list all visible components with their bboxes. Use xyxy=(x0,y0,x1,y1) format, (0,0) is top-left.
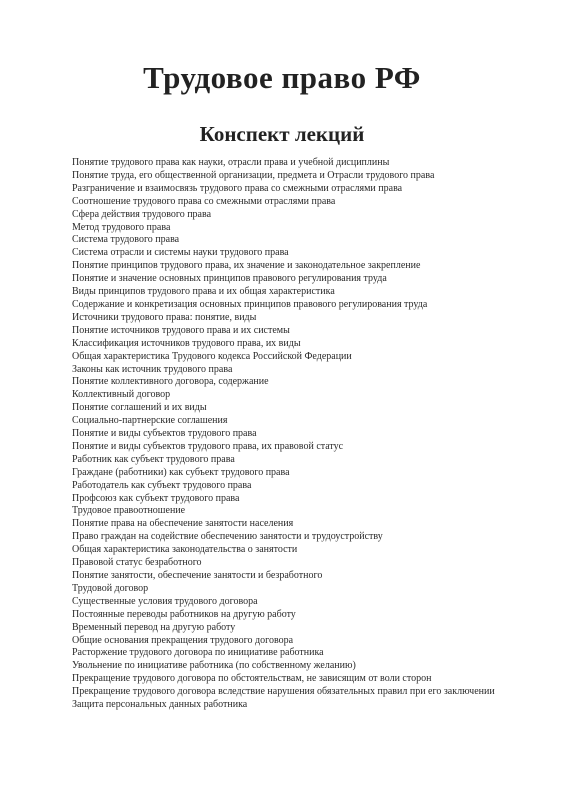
contents-item[interactable]: Защита персональных данных работника xyxy=(72,699,248,711)
contents-item[interactable]: Социально-партнерские соглашения xyxy=(72,415,228,427)
contents-item[interactable]: Право граждан на содействие обеспечению занятости и трудоустройству xyxy=(72,531,383,543)
contents-item[interactable]: Виды принципов трудового права и их общая характеристика xyxy=(72,286,335,298)
contents-item[interactable]: Граждане (работники) как субъект трудового права xyxy=(72,466,290,478)
contents-item[interactable]: Источники трудового права: понятие, виды xyxy=(72,311,257,323)
contents-item[interactable]: Общая характеристика законодательства о занятости xyxy=(72,544,298,556)
contents-item[interactable]: Понятие и виды субъектов трудового права, их правовой статус xyxy=(72,440,344,452)
contents-item[interactable]: Разграничение и взаимосвязь трудового права со смежными отраслями права xyxy=(72,182,403,194)
contents-item[interactable]: Трудовое правоотношение xyxy=(72,505,186,517)
contents-item[interactable]: Расторжение трудового договора по инициативе работника xyxy=(72,647,324,659)
document-subtitle: Конспект лекций xyxy=(199,122,365,146)
contents-item[interactable]: Соотношение трудового права со смежными отраслями права xyxy=(72,195,336,207)
contents-item[interactable]: Понятие и виды субъектов трудового права xyxy=(72,428,257,440)
contents-item[interactable]: Существенные условия трудового договора xyxy=(72,595,258,607)
contents-item[interactable]: Понятие соглашений и их виды xyxy=(72,402,207,414)
contents-item[interactable]: Система трудового права xyxy=(72,234,180,246)
contents-item[interactable]: Прекращение трудового договора по обстоятельствам, не зависящим от воли сторон xyxy=(72,673,432,685)
contents-item[interactable]: Понятие труда, его общественной организации, предмета и Отрасли трудового права xyxy=(72,169,435,181)
contents-item[interactable]: Понятие занятости, обеспечение занятости и безработного xyxy=(72,570,323,581)
contents-item[interactable]: Понятие трудового права как науки, отрасли права и учебной дисциплины xyxy=(72,157,390,168)
contents-item[interactable]: Система отрасли и системы науки трудового права xyxy=(72,247,289,259)
contents-item[interactable]: Законы как источник трудового права xyxy=(72,363,233,375)
document-title: Трудовое право РФ xyxy=(143,60,421,95)
contents-item[interactable]: Содержание и конкретизация основных принципов правового регулирования труда xyxy=(72,298,428,310)
contents-item[interactable]: Правовой статус безработного xyxy=(72,557,202,569)
contents-item[interactable]: Сфера действия трудового права xyxy=(72,208,212,220)
contents-item[interactable]: Понятие коллективного договора, содержание xyxy=(72,376,269,388)
contents-item[interactable]: Увольнение по инициативе работника (по собственному желанию) xyxy=(72,660,356,672)
contents-item[interactable]: Трудовой договор xyxy=(72,582,149,594)
contents-item[interactable]: Работодатель как субъект трудового права xyxy=(72,479,252,491)
contents-item[interactable]: Понятие принципов трудового права, их значение и законодательное закрепление xyxy=(72,260,421,272)
contents-item[interactable]: Понятие и значение основных принципов правового регулирования труда xyxy=(72,273,387,285)
contents-item[interactable]: Коллективный договор xyxy=(72,389,171,401)
contents-item[interactable]: Метод трудового права xyxy=(72,221,171,233)
contents-item[interactable]: Понятие источников трудового права и их системы xyxy=(72,324,290,336)
contents-item[interactable]: Постоянные переводы работников на другую работу xyxy=(72,608,296,620)
contents-item[interactable]: Работник как субъект трудового права xyxy=(72,453,235,465)
contents-item[interactable]: Прекращение трудового договора вследствие нарушения обязательных правил при его заключении xyxy=(72,686,495,698)
contents-item[interactable]: Общая характеристика Трудового кодекса Российской Федерации xyxy=(72,350,352,362)
contents-item[interactable]: Классификация источников трудового права, их виды xyxy=(72,337,301,349)
table-of-contents xyxy=(72,157,532,712)
contents-item[interactable]: Понятие права на обеспечение занятости населения xyxy=(72,518,294,530)
contents-item[interactable]: Временный перевод на другую работу xyxy=(72,621,236,633)
contents-item[interactable]: Общие основания прекращения трудового договора xyxy=(72,634,294,646)
contents-item[interactable]: Профсоюз как субъект трудового права xyxy=(72,492,240,504)
